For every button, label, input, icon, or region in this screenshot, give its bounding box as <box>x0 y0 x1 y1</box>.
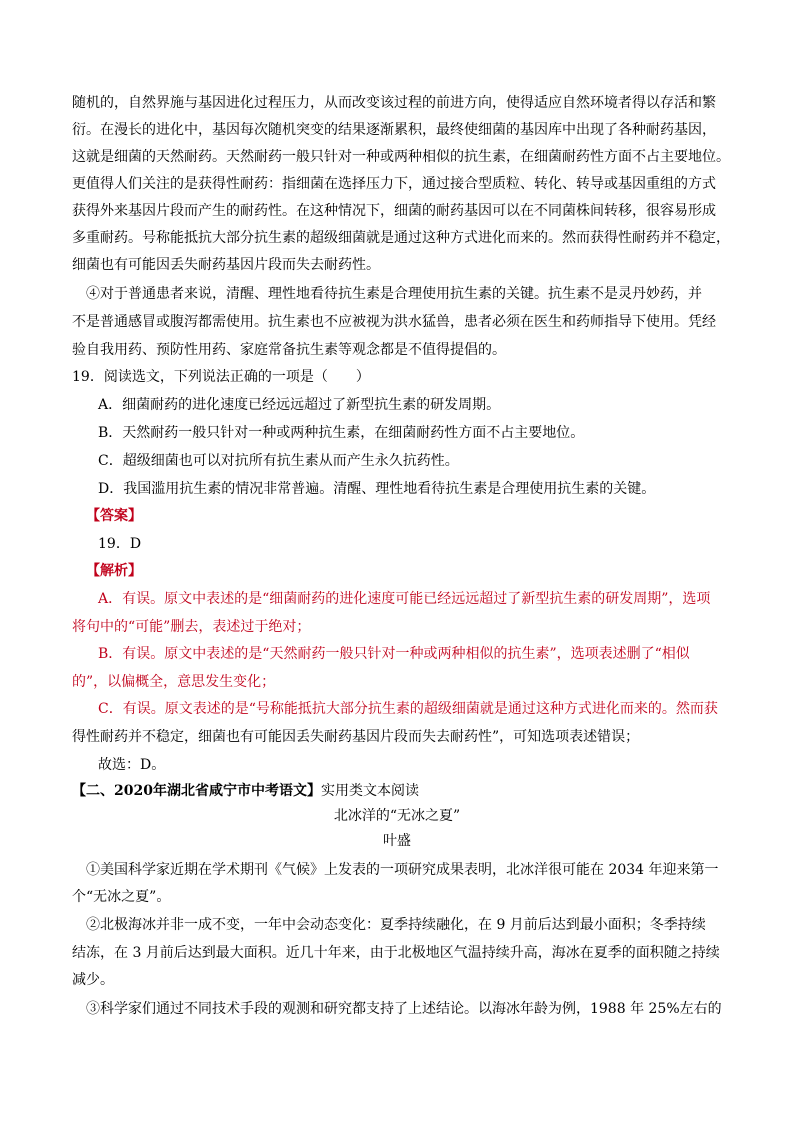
article-line: 减少。 <box>72 972 114 988</box>
article-title: 北冰洋的“无冰之夏” <box>333 808 461 824</box>
analysis-line: 将句中的“可能”删去，表述过于绝对； <box>72 619 311 635</box>
analysis-conclusion: 故选：D。 <box>98 757 166 773</box>
analysis-line: 得性耐药并不稳定，细菌也有可能因丢失耐药基因片段而失去耐药性”，可知选项表述错误； <box>72 729 640 745</box>
option-c: C．超级细菌也可以对抗所有抗生素从而产生永久抗药性。 <box>98 453 459 469</box>
option-d: D．我国滥用抗生素的情况非常普遍。清醒、理性地看待抗生素是合理使用抗生素的关键。 <box>98 481 656 497</box>
section-heading <box>72 781 419 801</box>
article-author: 叶盛 <box>383 833 411 849</box>
article-line: ②北极海冰并非一成不变，一年中会动态变化：夏季持续融化，在 9 月前后达到最小面积；冬季持续 <box>86 917 706 933</box>
analysis-label: 【解析】 <box>86 563 142 579</box>
passage-line: 获得外来基因片段而产生的耐药性。在这种情况下，细菌的耐药基因可以在不同菌株间转移，很容易形成 <box>72 203 716 219</box>
article-line: 结冻，在 3 月前后达到最大面积。近几十年来，由于北极地区气温持续升高，海冰在夏季的面积随之持续 <box>72 945 720 961</box>
paragraph-4-line: ④对于普通患者来说，清醒、理性地看待抗生素是合理使用抗生素的关键。抗生素不是灵丹妙药，并 <box>86 286 702 302</box>
paragraph-4-line: 验自我用药、预防性用药、家庭常备抗生素等观念都是不值得提倡的。 <box>72 342 506 358</box>
answer-value: 19．D <box>98 536 142 552</box>
article-line: ①美国科学家近期在学术期刊《气候》上发表的一项研究成果表明，北冰洋很可能在 2034 年迎来第一 <box>86 862 719 878</box>
passage-line: 随机的，自然界施与基因进化过程压力，从而改变该过程的前进方向，使得适应自然环境者得以存活和繁 <box>72 95 716 111</box>
analysis-line: A．有误。原文中表述的是“细菌耐药的进化速度可能已经远远超过了新型抗生素的研发周期”，选项 <box>98 591 711 607</box>
passage-line: 多重耐药。号称能抵抗大部分抗生素的超级细菌就是通过这种方式进化而来的。然而获得性耐药并不稳定， <box>72 230 730 246</box>
passage-line: 这就是细菌的天然耐药。天然耐药一般只针对一种或两种相似的抗生素，在细菌耐药性方面不占主要地位。 <box>72 149 730 165</box>
passage-line: 细菌也有可能因丢失耐药基因片段而失去耐药性。 <box>72 257 380 273</box>
passage-line: 更值得人们关注的是获得性耐药：指细菌在选择压力下，通过接合型质粒、转化、转导或基因重组的方式 <box>72 176 716 192</box>
analysis-line: B．有误。原文中表述的是“天然耐药一般只针对一种或两种相似的抗生素”，选项表述删了“相似 <box>98 646 690 662</box>
answer-label: 【答案】 <box>86 508 142 524</box>
analysis-line: 的”，以偏概全，意思发生变化； <box>72 674 276 690</box>
article-line: 个“无冰之夏”。 <box>72 889 171 905</box>
option-b: B．天然耐药一般只针对一种或两种抗生素，在细菌耐药性方面不占主要地位。 <box>98 425 585 441</box>
question-stem: 19．阅读选文，下列说法正确的一项是（ ） <box>72 369 370 385</box>
section-heading-type: 实用类文本阅读 <box>320 783 419 799</box>
article-line: ③科学家们通过不同技术手段的观测和研究都支持了上述结论。以海冰年龄为例，1988 年 25%左右的 <box>86 1001 722 1017</box>
passage-line: 衍。在漫长的进化中，基因每次随机突变的结果逐渐累积，最终使细菌的基因库中出现了各种耐药基因， <box>72 122 716 138</box>
section-heading-source: 【二、2020年湖北省咸宁市中考语文】 <box>72 783 321 799</box>
analysis-line: C．有误。原文表述的是“号称能抵抗大部分抗生素的超级细菌就是通过这种方式进化而来的。然而获 <box>98 701 718 717</box>
paragraph-4-line: 不是普通感冒或腹泻都需使用。抗生素也不应被视为洪水猛兽，患者必须在医生和药师指导下使用。凭经 <box>72 314 716 330</box>
option-a: A．细菌耐药的进化速度已经远远超过了新型抗生素的研发周期。 <box>98 397 501 413</box>
